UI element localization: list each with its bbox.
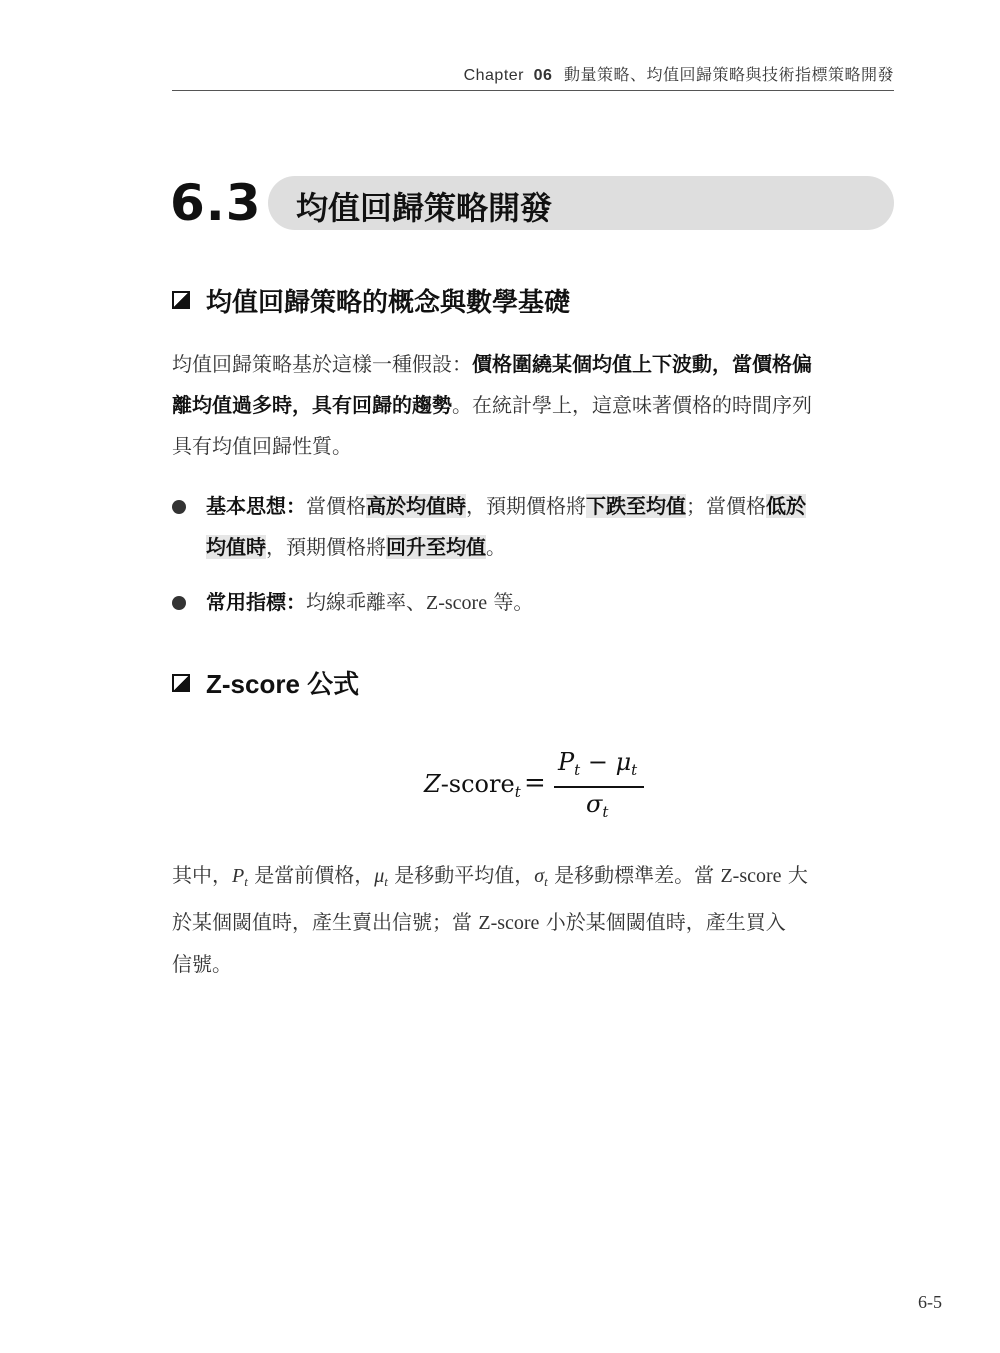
highlight-text: 下跌至均值 [586,494,686,518]
formula-denominator [586,790,608,821]
text-run: 小於某個閾值時，產生買入 [539,910,786,934]
math-symbol: μ [374,865,385,887]
subsection-title-zscore: Z-score 公式 [206,669,360,699]
chapter-number: 06 [533,67,553,84]
chapter-title: 動量策略、均值回歸策略與技術指標策略開發 [563,65,894,84]
section-number: 6.3 [170,174,262,232]
math-symbol: P [232,865,245,887]
page-number: 6-5 [918,1292,942,1312]
highlight-text: 高於均值時 [366,494,466,518]
formula-subscript: t [574,761,581,779]
text-run: 是移動平均值， [387,863,535,887]
formula-symbol: μ [615,748,632,776]
text-run: ，預期價格將 [266,535,386,559]
zscore-term: Z-score [478,912,540,934]
text-run: 當價格 [306,494,366,518]
formula-subscript: t [514,783,521,801]
paragraph-line [172,902,894,944]
paragraph-line [172,855,894,902]
formula-symbol: P [558,748,575,776]
text-run: 。在統計學上，這意味著價格的時間序列 [452,393,812,417]
bullet-line [206,582,896,624]
chapter-word: Chapter [463,67,524,84]
formula-operator: − [580,748,616,776]
math-subscript: t [544,874,548,889]
text-run: 大 [781,863,808,887]
emphasis-text: 離均值過多時，具有回歸的趨勢 [172,393,452,417]
paragraph-line [172,344,894,385]
formula-equals: = [524,768,546,798]
paragraph-line: 具有均值回歸性質。 [172,434,352,458]
emphasis-text: 價格圍繞某個均值上下波動，當價格偏 [472,352,812,376]
bullet-common-indicators [206,582,896,624]
formula-subscript: t [602,803,609,821]
bullet-line [206,527,896,568]
text-run: 於某個閾值時，產生賣出信號；當 [172,910,479,934]
fraction-bar [554,786,644,788]
text-run: ；當價格 [686,494,766,518]
formula-numerator [558,748,637,779]
text-run: 其中， [172,863,232,887]
header-rule [172,90,894,91]
paragraph-line [172,385,894,426]
bullet-label: 基本思想： [206,494,306,518]
paragraph-concept [172,344,894,467]
text-run: 均線乖離率、 [306,590,426,614]
formula-symbol: Z [424,770,441,798]
paragraph-explanation [172,855,894,985]
math-subscript: t [244,874,248,889]
square-bullet-icon [172,291,190,309]
formula-text: -score [440,770,515,798]
highlight-text: 均值時 [206,535,266,559]
formula-subscript: t [631,761,638,779]
square-bullet-icon [172,674,190,692]
bullet-dot-icon [172,596,186,610]
zscore-term: Z-score [426,592,488,614]
math-subscript: t [384,874,388,889]
text-run: 。 [486,535,506,559]
paragraph-line: 信號。 [172,952,232,976]
text-run: 等。 [487,590,534,614]
text-run: 均值回歸策略基於這樣一種假設： [172,352,472,376]
text-run: 是當前價格， [247,863,375,887]
zscore-term: Z-score [720,865,782,887]
section-title: 均值回歸策略開發 [296,189,553,227]
highlight-text: 回升至均值 [386,535,486,559]
text-run: ，預期價格將 [466,494,586,518]
running-header [172,62,894,85]
highlight-text: 低於 [766,494,806,518]
math-symbol: σ [534,865,545,887]
bullet-dot-icon [172,500,186,514]
text-run: 是移動標準差。當 [547,863,721,887]
subsection-title-concept: 均值回歸策略的概念與數學基礎 [206,288,571,318]
bullet-line [206,486,896,527]
formula-lhs [424,770,521,801]
bullet-label: 常用指標： [206,590,306,614]
bullet-basic-idea [206,486,896,568]
formula-symbol: σ [586,790,603,818]
zscore-formula [424,748,664,820]
